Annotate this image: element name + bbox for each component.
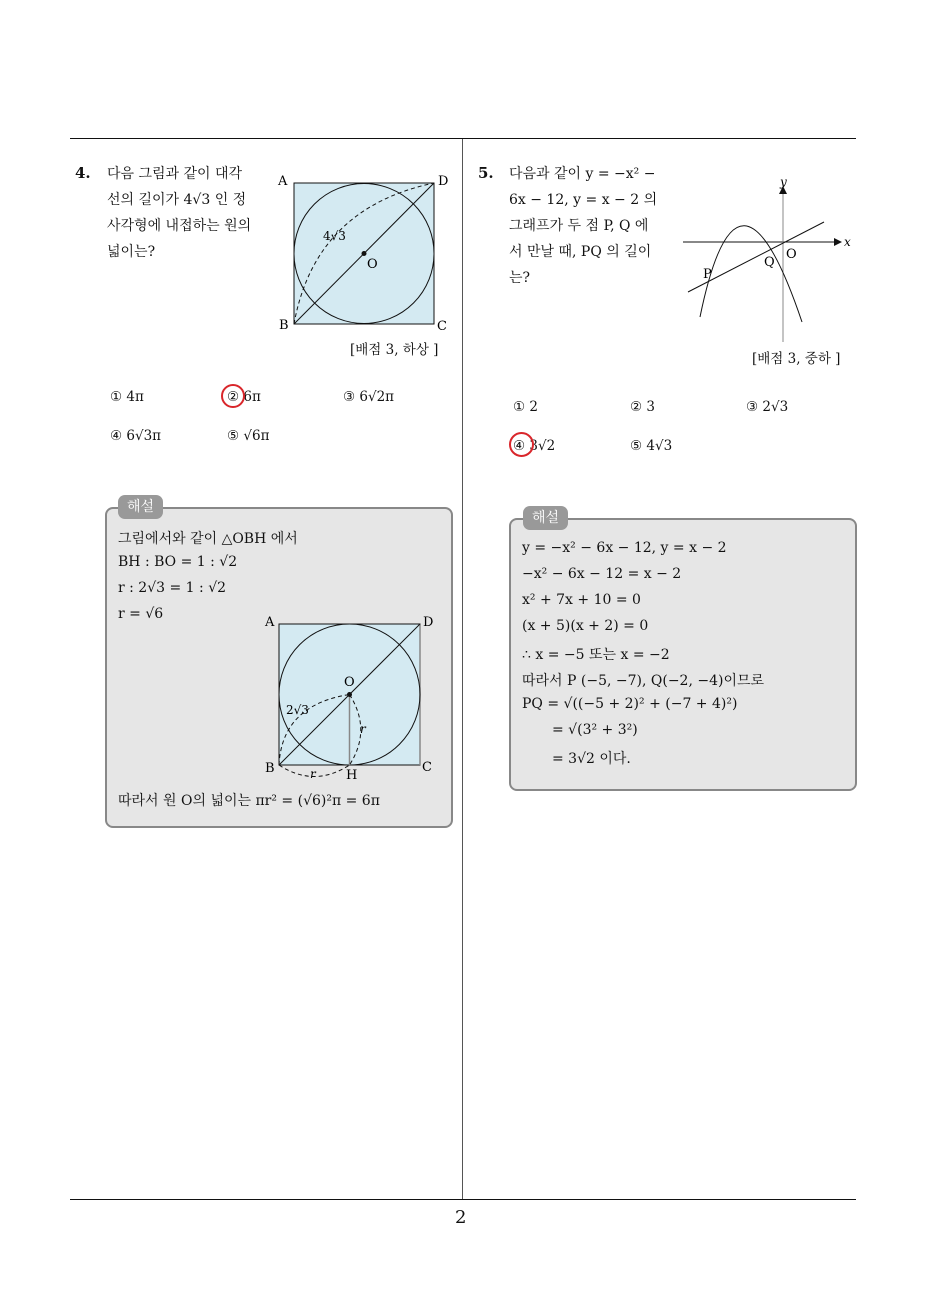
- solution-line: 그림에서와 같이 △OBH 에서: [118, 531, 298, 547]
- square-figure: [275, 168, 455, 338]
- label-A: A: [278, 174, 288, 189]
- label-B: B: [265, 761, 275, 776]
- label-P: P: [703, 267, 712, 282]
- graph-figure: [678, 172, 858, 347]
- label-D: D: [423, 615, 434, 630]
- solution-line: y = −x² − 6x − 12, y = x − 2: [522, 540, 727, 556]
- label-Q: Q: [764, 255, 775, 270]
- solution-line: r = √6: [118, 606, 164, 622]
- solution-line: ∴ x = −5 또는 x = −2: [522, 647, 670, 663]
- center-point: [347, 692, 352, 697]
- center-point: [362, 251, 367, 256]
- label-O: O: [786, 247, 797, 262]
- question-text-line: 사각형에 내접하는 원의: [107, 218, 252, 234]
- solution-conclusion: 따라서 원 O의 넓이는 πr² = (√6)²π = 6π: [118, 793, 380, 809]
- label-segment: 2√3: [286, 703, 309, 717]
- choice-4[interactable]: ④ 6√3π: [110, 428, 162, 444]
- solution-line: (x + 5)(x + 2) = 0: [522, 618, 649, 634]
- question-text-line: 는?: [509, 270, 531, 286]
- label-C: C: [437, 319, 447, 334]
- solution-line: x² + 7x + 10 = 0: [522, 592, 641, 608]
- label-H: H: [346, 768, 358, 783]
- solution-line: = 3√2 이다.: [552, 751, 631, 767]
- question-text: [509, 161, 679, 291]
- question-text-line: 그래프가 두 점 P, Q 에: [509, 218, 649, 234]
- choice-1[interactable]: ① 2: [513, 399, 538, 415]
- label-diagonal-length: 4√3: [323, 229, 346, 243]
- solution-tag: 해설: [118, 495, 163, 519]
- question-text-line: 다음 그림과 같이 대각: [107, 166, 243, 182]
- label-r: r: [360, 722, 366, 736]
- answer-mark-circle: [221, 384, 245, 408]
- page-number: 2: [455, 1207, 467, 1228]
- choice-5[interactable]: ⑤ 4√3: [630, 438, 673, 454]
- question-text-line: 선의 길이가 4√3 인 정: [107, 192, 247, 208]
- label-C: C: [422, 760, 432, 775]
- score-label: [배점 3, 중하 ]: [752, 351, 841, 367]
- answer-mark-circle: [509, 432, 534, 457]
- label-A: A: [265, 615, 275, 630]
- question-text-line: 6x − 12, y = x − 2 의: [509, 192, 658, 208]
- label-O: O: [367, 257, 378, 272]
- choice-2[interactable]: ② 3: [630, 399, 655, 415]
- solution-line: 따라서 P (−5, −7), Q(−2, −4)이므로: [522, 673, 765, 689]
- solution-tag: 해설: [523, 506, 568, 530]
- question-number: 4.: [75, 164, 91, 182]
- choice-2[interactable]: ② 6π: [227, 389, 261, 405]
- question-number: 5.: [478, 164, 494, 182]
- solution-line: BH : BO = 1 : √2: [118, 554, 238, 570]
- column-divider: [462, 139, 463, 1200]
- solution-line: PQ = √((−5 + 2)² + (−7 + 4)²): [522, 696, 738, 712]
- label-D: D: [438, 174, 449, 189]
- label-O: O: [344, 675, 355, 690]
- choice-3[interactable]: ③ 6√2π: [343, 389, 395, 405]
- top-rule: [70, 138, 856, 139]
- label-x: x: [844, 235, 851, 249]
- question-text-line: 서 만날 때, PQ 의 길이: [509, 244, 652, 260]
- bottom-rule: [70, 1199, 856, 1200]
- label-B: B: [279, 318, 289, 333]
- solution-line: r : 2√3 = 1 : √2: [118, 580, 227, 596]
- choice-1[interactable]: ① 4π: [110, 389, 144, 405]
- solution-line: = √(3² + 3²): [552, 722, 638, 738]
- label-r-bottom: r: [310, 767, 316, 781]
- choice-5[interactable]: ⑤ √6π: [227, 428, 270, 444]
- choice-3[interactable]: ③ 2√3: [746, 399, 789, 415]
- question-text-line: 넓이는?: [107, 244, 156, 260]
- question-text-line: 다음과 같이 y = −x² −: [509, 166, 656, 182]
- parabola: [700, 226, 802, 322]
- solution-line: −x² − 6x − 12 = x − 2: [522, 566, 682, 582]
- question-text: [107, 161, 267, 265]
- score-label: [배점 3, 하상 ]: [350, 342, 439, 358]
- choice-4[interactable]: ④ 3√2: [513, 438, 556, 454]
- label-y: y: [780, 175, 787, 189]
- solution-figure: [262, 610, 442, 788]
